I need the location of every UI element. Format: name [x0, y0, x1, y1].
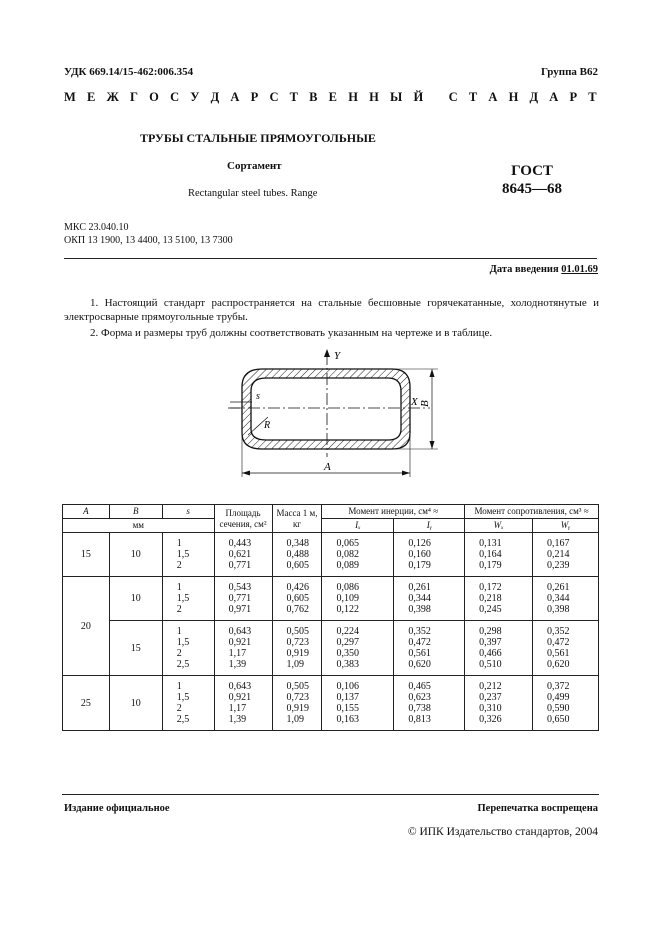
height-arrow-bottom: [430, 441, 435, 449]
cell-mass: 0,505 0,723 0,919 1,09: [272, 676, 322, 731]
gost-code: 8645—68: [502, 181, 562, 197]
cell-area: 0,643 0,921 1,17 1,39: [214, 676, 272, 731]
cell-a: 25: [63, 676, 110, 731]
divider: [64, 258, 597, 259]
effective-date: [490, 264, 598, 275]
cell-iy: 0,261 0,344 0,398: [394, 577, 465, 621]
mks-code: МКС 23.040.10: [64, 222, 129, 233]
cell-mass: 0,426 0,605 0,762: [272, 577, 322, 621]
cell-wx: 0,131 0,164 0,179: [465, 533, 533, 577]
cell-b: 10: [109, 533, 162, 577]
table-row: [63, 533, 599, 577]
english-title: Rectangular steel tubes. Range: [188, 188, 318, 199]
width-arrow-left: [242, 471, 250, 476]
copyright: © ИПК Издательство стандартов, 2004: [407, 826, 598, 838]
date-value: 01.01.69: [561, 264, 598, 275]
footer-divider: [62, 794, 599, 795]
gost-number: [497, 162, 567, 198]
cell-wy: 0,352 0,472 0,561 0,620: [533, 621, 599, 676]
width-label: A: [324, 461, 331, 473]
table-row: [63, 577, 599, 621]
width-arrow-right: [402, 471, 410, 476]
cell-mass: 0,505 0,723 0,919 1,09: [272, 621, 322, 676]
standard-type-heading: М Е Ж Г О С У Д А Р С Т В Е Н Н Ы Й С Т А Н Д А Р Т: [64, 90, 597, 104]
cell-ix: 0,224 0,297 0,350 0,383: [322, 621, 394, 676]
header-s: s: [162, 505, 214, 519]
y-axis-label: Y: [334, 350, 341, 362]
cell-b: 10: [109, 577, 162, 621]
wall-thickness-label: s: [256, 391, 260, 402]
cell-s: 1 1,5 2: [162, 577, 214, 621]
cell-b: 10: [109, 676, 162, 731]
document-title: ТРУБЫ СТАЛЬНЫЕ ПРЯМОУГОЛЬНЫЕ: [140, 131, 376, 145]
radius-label: R: [264, 420, 271, 431]
table-row: [63, 676, 599, 731]
document-subtitle: Сортамент: [227, 160, 282, 172]
tube-wall: [242, 369, 410, 449]
okp-code: ОКП 13 1900, 13 4400, 13 5100, 13 7300: [64, 235, 233, 246]
x-axis-label: X: [411, 396, 418, 408]
header-inertia: Момент инерции, см⁴ ≈: [322, 505, 465, 519]
cell-wx: 0,298 0,397 0,466 0,510: [465, 621, 533, 676]
cell-area: 0,443 0,621 0,771: [214, 533, 272, 577]
header-units: мм: [63, 519, 215, 533]
header-iy: Iᵧ: [394, 519, 465, 533]
cell-iy: 0,352 0,472 0,561 0,620: [394, 621, 465, 676]
cell-mass: 0,348 0,488 0,605: [272, 533, 322, 577]
cell-area: 0,643 0,921 1,17 1,39: [214, 621, 272, 676]
header-ix: Iₓ: [322, 519, 394, 533]
classification-codes: [64, 221, 233, 247]
y-axis-arrow: [324, 349, 330, 357]
date-label: Дата введения: [489, 264, 559, 275]
gost-label: ГОСТ: [511, 163, 553, 179]
cell-iy: 0,126 0,160 0,179: [394, 533, 465, 577]
header-mass: Масса 1 м, кг: [272, 505, 322, 533]
cell-a: 20: [63, 577, 110, 676]
cell-s: 1 1,5 2 2,5: [162, 676, 214, 731]
cell-s: 1 1,5 2: [162, 533, 214, 577]
cell-ix: 0,106 0,137 0,155 0,163: [322, 676, 394, 731]
cell-wx: 0,172 0,218 0,245: [465, 577, 533, 621]
reprint-note: Перепечатка воспрещена: [477, 803, 598, 814]
sortment-table: [62, 504, 599, 731]
header-a: A: [63, 505, 110, 519]
header-b: B: [109, 505, 162, 519]
paragraph-1: 1. Настоящий стандарт распространяется на стальные бесшовные горячекатанные, холоднотянутые и электросварные прямоугольные трубы.: [64, 297, 599, 323]
height-label: B: [419, 400, 431, 407]
group-code: Группа В62: [540, 66, 598, 78]
header-modulus: Момент сопротивления, см³ ≈: [465, 505, 599, 519]
tube-cross-section-drawing: [170, 345, 450, 480]
cell-ix: 0,086 0,109 0,122: [322, 577, 394, 621]
height-arrow-top: [430, 369, 435, 377]
cell-wy: 0,372 0,499 0,590 0,650: [533, 676, 599, 731]
cell-b: 15: [109, 621, 162, 676]
header-area: Площадь сечения, см²: [214, 505, 272, 533]
header-wx: Wₓ: [465, 519, 533, 533]
cell-s: 1 1,5 2 2,5: [162, 621, 214, 676]
cell-wy: 0,261 0,344 0,398: [533, 577, 599, 621]
paragraph-2: 2. Форма и размеры труб должны соответствовать указанным на чертеже и в таблице.: [90, 327, 493, 339]
cell-wx: 0,212 0,237 0,310 0,326: [465, 676, 533, 731]
table-row: [63, 621, 599, 676]
cell-iy: 0,465 0,623 0,738 0,813: [394, 676, 465, 731]
cell-a: 15: [63, 533, 110, 577]
cell-ix: 0,065 0,082 0,089: [322, 533, 394, 577]
udk-code: УДК 669.14/15-462:006.354: [64, 66, 194, 78]
cell-wy: 0,167 0,214 0,239: [533, 533, 599, 577]
official-edition-note: Издание официальное: [64, 803, 170, 814]
header-wy: Wᵧ: [533, 519, 599, 533]
cell-area: 0,543 0,771 0,971: [214, 577, 272, 621]
